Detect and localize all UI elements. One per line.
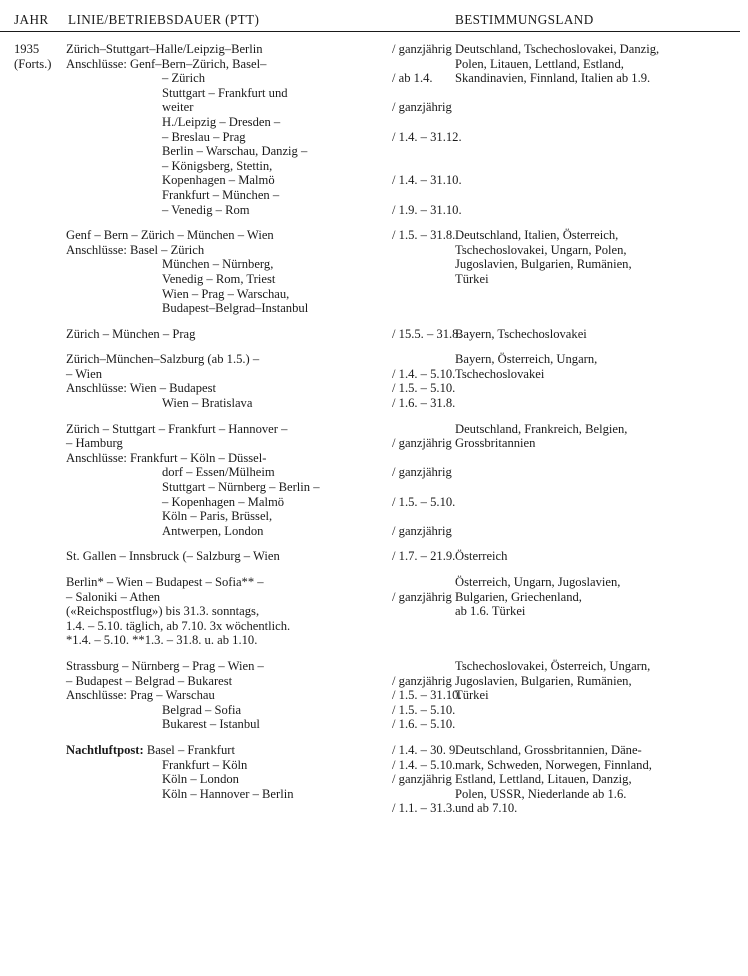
route-text: – Budapest – Belgrad – Bukarest <box>66 673 233 688</box>
operating-period: / ab 1.4. <box>392 71 433 86</box>
route-line <box>14 451 740 466</box>
route-line <box>14 495 740 510</box>
destination-line: Deutschland, Italien, Österreich, <box>455 228 619 243</box>
operating-period: / 1.6. – 31.8. <box>392 396 456 411</box>
route-text: – Zürich <box>162 71 206 86</box>
destination-line: Skandinavien, Finnland, Italien ab 1.9. <box>455 71 651 86</box>
route-text: Wien – Prag – Warschau, <box>162 286 290 301</box>
route-line <box>14 524 740 539</box>
table-row <box>14 42 740 217</box>
table-row <box>14 549 740 564</box>
route-line <box>14 717 740 732</box>
route-text: Zürich – Stuttgart – Frankfurt – Hannover – <box>66 421 288 436</box>
destination-line: Deutschland, Tschechoslovakei, Danzig, <box>455 42 660 56</box>
route-text: – Königsberg, Stettin, <box>162 158 273 173</box>
header-divider <box>0 31 740 32</box>
route-text: – Breslau – Prag <box>162 129 246 144</box>
route-text: – Venedig – Rom <box>162 202 250 217</box>
destination-countries <box>455 42 748 86</box>
route-line <box>14 100 740 115</box>
route-text: Strassburg – Nürnberg – Prag – Wien – <box>66 658 264 673</box>
operating-period: / ganzjährig <box>392 42 452 56</box>
destination-line: Grossbritannien <box>455 436 536 451</box>
operating-period: / 1.5. – 31.10. <box>392 688 462 703</box>
destination-countries <box>455 659 748 703</box>
route-text: Berlin* – Wien – Budapest – Sofia** – <box>66 575 264 589</box>
operating-period: / 1.5. – 5.10. <box>392 381 456 396</box>
route-line <box>14 396 740 411</box>
route-label-bold: Nachtluftpost: <box>66 742 144 757</box>
route-line <box>14 465 740 480</box>
route-line <box>14 86 740 101</box>
route-line <box>14 619 740 634</box>
route-text: weiter <box>162 100 194 115</box>
route-text: Budapest–Belgrad–Instanbul <box>162 301 309 316</box>
header-route: LINIE/BETRIEBSDAUER (PTT) <box>68 12 260 27</box>
route-text: Frankfurt – Köln <box>162 757 248 772</box>
operating-period: / ganzjährig <box>392 100 452 115</box>
route-text: Antwerpen, London <box>162 523 264 538</box>
route-text: Anschlüsse: Prag – Warschau <box>66 688 215 703</box>
destination-line: Türkei <box>455 271 489 286</box>
route-line <box>14 287 740 302</box>
route-text: Nachtluftpost: Basel – Frankfurt <box>66 742 235 757</box>
route-text: Stuttgart – Nürnberg – Berlin – <box>162 480 320 495</box>
route-text: Köln – Hannover – Berlin <box>162 786 294 801</box>
route-line <box>14 203 740 218</box>
operating-period: / ganzjährig <box>392 465 452 480</box>
route-text: H./Leipzig – Dresden – <box>162 114 281 129</box>
destination-countries <box>455 352 748 381</box>
route-line <box>14 115 740 130</box>
route-text: – Saloniki – Athen <box>66 589 161 604</box>
route-text: Stuttgart – Frankfurt und <box>162 85 288 100</box>
operating-period: / 1.7. – 21.9. <box>392 549 456 564</box>
route-line <box>14 188 740 203</box>
operating-period: / ganzjährig <box>392 523 452 538</box>
route-line <box>14 173 740 188</box>
operating-period: / 1.4. – 30. 9. <box>392 742 459 757</box>
route-line <box>14 801 740 816</box>
operating-period: / ganzjährig <box>392 436 452 451</box>
destination-countries <box>455 422 748 451</box>
destination-countries <box>455 327 748 342</box>
route-line <box>14 159 740 174</box>
route-line <box>14 130 740 145</box>
destination-line: Österreich, Ungarn, Jugoslavien, <box>455 575 621 589</box>
route-text: Venedig – Rom, Triest <box>162 271 276 286</box>
destination-line: Türkei <box>455 688 489 703</box>
destination-countries <box>455 228 748 286</box>
header-year: JAHR <box>14 12 49 27</box>
route-text: Belgrad – Sofia <box>162 702 242 717</box>
route-text: Anschlüsse: Genf–Bern–Zürich, Basel– <box>66 56 267 71</box>
operating-period: / 1.4. – 31.10. <box>392 173 462 188</box>
route-line <box>14 703 740 718</box>
operating-period: / 1.5. – 31.8. <box>392 228 456 243</box>
destination-line: Deutschland, Frankreich, Belgien, <box>455 421 628 436</box>
destination-line: Jugoslavien, Bulgarien, Rumänien, <box>455 257 632 272</box>
route-text: («Reichspostflug») bis 31.3. sonntags, <box>66 604 260 619</box>
operating-period: / 15.5. – 31.8. <box>392 326 462 341</box>
operating-period: / 1.4. – 5.10. <box>392 366 456 381</box>
route-text: Bukarest – Istanbul <box>162 717 260 732</box>
route-line <box>14 480 740 495</box>
operating-period: / ganzjährig <box>392 673 452 688</box>
destination-line: Bayern, Österreich, Ungarn, <box>455 352 598 367</box>
operating-period: / 1.4. – 31.12. <box>392 129 462 144</box>
route-text: dorf – Essen/Mülheim <box>162 465 275 480</box>
destination-line: ab 1.6. Türkei <box>455 604 526 619</box>
table-body <box>14 42 740 827</box>
route-text: Zürich–München–Salzburg (ab 1.5.) – <box>66 352 260 367</box>
route-text: Anschlüsse: Basel – Zürich <box>66 242 205 257</box>
route-text: *1.4. – 5.10. **1.3. – 31.8. u. ab 1.10. <box>66 633 258 648</box>
route-text: Genf – Bern – Zürich – München – Wien <box>66 228 274 243</box>
destination-line: Estland, Lettland, Litauen, Danzig, <box>455 772 632 787</box>
route-text: St. Gallen – Innsbruck (– Salzburg – Wien <box>66 549 280 564</box>
operating-period: / 1.1. – 31.3. <box>392 801 456 816</box>
table-row <box>14 352 740 410</box>
destination-line: Tschechoslovakei, Österreich, Ungarn, <box>455 658 651 673</box>
destination-line: Tschechoslovakei, Ungarn, Polen, <box>455 242 627 257</box>
route-text: Köln – London <box>162 772 239 787</box>
route-text: Köln – Paris, Brüssel, <box>162 509 273 524</box>
destination-line: Bayern, Tschechoslovakei <box>455 326 587 341</box>
destination-line: Polen, Litauen, Lettland, Estland, <box>455 56 624 71</box>
route-text: Kopenhagen – Malmö <box>162 173 275 188</box>
table-row <box>14 422 740 539</box>
route-text: – Hamburg <box>66 436 123 451</box>
operating-period: / 1.9. – 31.10. <box>392 202 462 217</box>
route-line <box>14 301 740 316</box>
route-text: – Wien <box>66 366 102 381</box>
operating-period: / 1.4. – 5.10. <box>392 757 456 772</box>
header-destination: BESTIMMUNGSLAND <box>455 12 594 27</box>
destination-line: Tschechoslovakei <box>455 366 545 381</box>
operating-period: / ganzjährig <box>392 772 452 787</box>
operating-period: / 1.5. – 5.10. <box>392 494 456 509</box>
destination-countries <box>455 575 748 619</box>
destination-line: Bulgarien, Griechenland, <box>455 589 582 604</box>
year-value: 1935 <box>14 42 40 56</box>
route-text: 1.4. – 5.10. täglich, ab 7.10. 3x wöchentlich. <box>66 618 291 633</box>
destination-countries <box>455 549 748 564</box>
route-text: Anschlüsse: Wien – Budapest <box>66 381 217 396</box>
table-row <box>14 228 740 316</box>
destination-line: mark, Schweden, Norwegen, Finnland, <box>455 757 652 772</box>
operating-period: / 1.6. – 5.10. <box>392 717 456 732</box>
operating-period-note: und ab 7.10. <box>455 801 518 816</box>
route-text: München – Nürnberg, <box>162 257 274 272</box>
table-header <box>14 10 740 36</box>
table-row <box>14 743 740 816</box>
route-text: Wien – Bratislava <box>162 396 253 411</box>
route-text: Zürich – München – Prag <box>66 326 196 341</box>
route-line <box>14 381 740 396</box>
table-row <box>14 575 740 648</box>
table-row <box>14 327 740 342</box>
table-row <box>14 659 740 732</box>
operating-period: / 1.5. – 5.10. <box>392 702 456 717</box>
destination-countries <box>455 743 748 801</box>
route-line <box>14 509 740 524</box>
route-text: Anschlüsse: Frankfurt – Köln – Düssel- <box>66 450 267 465</box>
destination-line: Österreich <box>455 549 508 564</box>
year-continued: (Forts.) <box>14 56 52 71</box>
route-text: – Kopenhagen – Malmö <box>162 494 285 509</box>
destination-line: Deutschland, Grossbritannien, Däne- <box>455 742 642 757</box>
route-line <box>14 633 740 648</box>
route-text: Berlin – Warschau, Danzig – <box>162 144 308 159</box>
destination-line: Polen, USSR, Niederlande ab 1.6. <box>455 786 627 801</box>
route-text: Frankfurt – München – <box>162 187 280 202</box>
route-text: Zürich–Stuttgart–Halle/Leipzig–Berlin <box>66 42 263 56</box>
operating-period: / ganzjährig <box>392 589 452 604</box>
route-line <box>14 144 740 159</box>
destination-line: Jugoslavien, Bulgarien, Rumänien, <box>455 673 632 688</box>
